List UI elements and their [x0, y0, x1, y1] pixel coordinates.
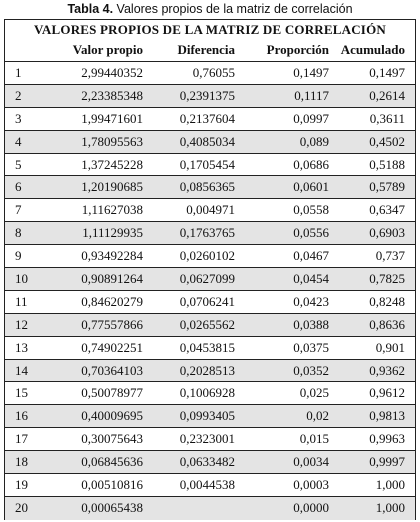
cell-valor-propio: 1,20190685: [81, 179, 143, 195]
cell-index: 1: [15, 65, 22, 80]
cell-acumulado: 0,9362: [369, 362, 405, 378]
cell-acumulado: 0,6347: [369, 202, 405, 218]
cell-valor-propio: 0,50078977: [81, 385, 143, 401]
cell-diferencia: 0,0633482: [179, 454, 235, 470]
table-row: [5, 268, 415, 291]
table-caption: [0, 1, 420, 17]
cell-diferencia: 0,0265562: [179, 316, 235, 332]
cell-valor-propio: 2,23385348: [81, 87, 143, 103]
table-row: [5, 245, 415, 268]
cell-proporcion: 0,015: [299, 431, 329, 447]
cell-proporcion: 0,0003: [293, 477, 329, 493]
cell-diferencia: 0,1006928: [179, 385, 235, 401]
cell-valor-propio: 1,99471601: [81, 110, 143, 126]
cell-diferencia: 0,0993405: [179, 408, 235, 424]
cell-diferencia: 0,1763765: [179, 225, 235, 241]
cell-index: 7: [15, 202, 22, 218]
cell-index: 5: [15, 156, 22, 172]
caption-label: Tabla 4.: [67, 2, 114, 16]
cell-index: 10: [15, 271, 28, 287]
cell-index: 18: [15, 454, 28, 470]
cell-valor-propio: 0,40009695: [81, 408, 143, 424]
cell-index: 2: [15, 87, 22, 103]
cell-index: 8: [15, 225, 22, 241]
cell-acumulado: 0,1497: [369, 65, 405, 80]
cell-acumulado: 0,901: [375, 339, 405, 355]
cell-proporcion: 0,0000: [293, 499, 329, 515]
eigenvalues-table: [4, 19, 416, 520]
cell-acumulado: 0,8248: [369, 293, 405, 309]
cell-proporcion: 0,0454: [293, 271, 329, 287]
cell-acumulado: 0,9997: [369, 454, 405, 470]
header-index: [5, 39, 43, 61]
cell-diferencia: 0,0856365: [179, 179, 235, 195]
cell-acumulado: 0,2614: [369, 87, 405, 103]
table-row: [5, 222, 415, 245]
cell-acumulado: 0,5188: [369, 156, 405, 172]
header-diferencia: Diferencia: [177, 42, 235, 57]
table-row: [5, 405, 415, 428]
cell-diferencia: 0,0260102: [179, 248, 235, 264]
cell-diferencia: 0,4085034: [179, 133, 235, 149]
header-valor-propio: Valor propio: [72, 42, 143, 57]
cell-diferencia: 0,0706241: [179, 293, 235, 309]
table-row: [5, 199, 415, 222]
cell-proporcion: 0,089: [299, 133, 329, 149]
cell-diferencia: 0,2028513: [179, 362, 235, 378]
cell-valor-propio: 0,77557866: [81, 316, 143, 332]
table-row: [5, 360, 415, 383]
cell-index: 14: [15, 362, 28, 378]
cell-diferencia: 0,004971: [186, 202, 235, 218]
cell-proporcion: 0,0375: [293, 339, 329, 355]
cell-valor-propio: 0,84620279: [81, 293, 143, 309]
cell-acumulado: 0,8636: [369, 316, 405, 332]
cell-acumulado: 0,737: [375, 248, 405, 264]
cell-index: 16: [15, 408, 28, 424]
cell-acumulado: 0,6903: [369, 225, 405, 241]
cell-index: 11: [15, 293, 28, 309]
cell-diferencia: 0,0627099: [179, 271, 235, 287]
cell-valor-propio: 1,11627038: [81, 202, 143, 218]
cell-valor-propio: 0,30075643: [81, 431, 143, 447]
cell-proporcion: 0,0601: [293, 179, 329, 195]
caption-text: Valores propios de la matriz de correlación: [113, 2, 353, 16]
cell-valor-propio: 0,70364103: [81, 362, 143, 378]
cell-proporcion: 0,0558: [293, 202, 329, 218]
cell-index: 13: [15, 339, 28, 355]
cell-proporcion: 0,0388: [293, 316, 329, 332]
table-title: VALORES PROPIOS DE LA MATRIZ DE CORRELACIÓN: [34, 22, 386, 37]
cell-index: 9: [15, 248, 22, 264]
cell-diferencia: [143, 497, 235, 520]
table-row: [5, 428, 415, 451]
table-row: [5, 451, 415, 474]
cell-proporcion: 0,0467: [293, 248, 329, 264]
cell-proporcion: 0,0034: [293, 454, 329, 470]
cell-diferencia: 0,0044538: [179, 477, 235, 493]
cell-proporcion: 0,0423: [293, 293, 329, 309]
cell-acumulado: 1,000: [375, 477, 405, 493]
cell-proporcion: 0,1497: [293, 65, 329, 80]
cell-acumulado: 0,9963: [369, 431, 405, 447]
table-row: [5, 497, 415, 520]
cell-proporcion: 0,0686: [293, 156, 329, 172]
cell-valor-propio: 0,74902251: [81, 339, 143, 355]
header-proporcion: Proporción: [266, 42, 329, 57]
table-row: [5, 154, 415, 177]
cell-valor-propio: 0,00510816: [81, 477, 143, 493]
cell-valor-propio: 0,93492284: [81, 248, 143, 264]
cell-proporcion: 0,025: [299, 385, 329, 401]
cell-acumulado: 0,3611: [369, 110, 405, 126]
cell-proporcion: 0,0556: [293, 225, 329, 241]
table-row: [5, 474, 415, 497]
cell-diferencia: 0,0453815: [179, 339, 235, 355]
cell-index: 19: [15, 477, 28, 493]
cell-diferencia: 0,2391375: [179, 87, 235, 103]
cell-index: 3: [15, 110, 22, 126]
cell-valor-propio: 0,90891264: [81, 271, 143, 287]
cell-proporcion: 0,02: [306, 408, 329, 424]
table-row: [5, 176, 415, 199]
cell-valor-propio: 1,78095563: [81, 133, 143, 149]
cell-acumulado: 0,7825: [369, 271, 405, 287]
cell-diferencia: 0,2323001: [179, 431, 235, 447]
cell-acumulado: 0,9612: [369, 385, 405, 401]
cell-diferencia: 0,1705454: [179, 156, 235, 172]
cell-valor-propio: 0,06845636: [81, 454, 143, 470]
table-row: [5, 131, 415, 154]
cell-valor-propio: 2,99440352: [81, 65, 143, 80]
table-row: [5, 337, 415, 360]
cell-acumulado: 0,4502: [369, 133, 405, 149]
table-row: [5, 62, 415, 85]
table-row: [5, 85, 415, 108]
cell-acumulado: 0,9813: [369, 408, 405, 424]
cell-valor-propio: 1,37245228: [81, 156, 143, 172]
cell-index: 17: [15, 431, 28, 447]
cell-index: 20: [15, 499, 28, 515]
cell-acumulado: 1,000: [375, 499, 405, 515]
table-row: [5, 382, 415, 405]
cell-index: 12: [15, 316, 28, 332]
table-row: [5, 291, 415, 314]
cell-index: 6: [15, 179, 22, 195]
cell-acumulado: 0,5789: [369, 179, 405, 195]
cell-valor-propio: 1,11129935: [82, 225, 143, 241]
table-body: [5, 62, 415, 520]
cell-index: 4: [15, 133, 22, 149]
cell-proporcion: 0,0997: [293, 110, 329, 126]
cell-diferencia: 0,76055: [192, 65, 235, 80]
cell-diferencia: 0,2137604: [179, 110, 235, 126]
cell-index: 15: [15, 385, 28, 401]
cell-proporcion: 0,1117: [294, 87, 329, 103]
header-acumulado: Acumulado: [340, 42, 405, 57]
cell-valor-propio: 0,00065438: [81, 499, 143, 515]
table-row: [5, 108, 415, 131]
cell-proporcion: 0,0352: [293, 362, 329, 378]
table-row: [5, 314, 415, 337]
table-header-row: [5, 39, 415, 62]
